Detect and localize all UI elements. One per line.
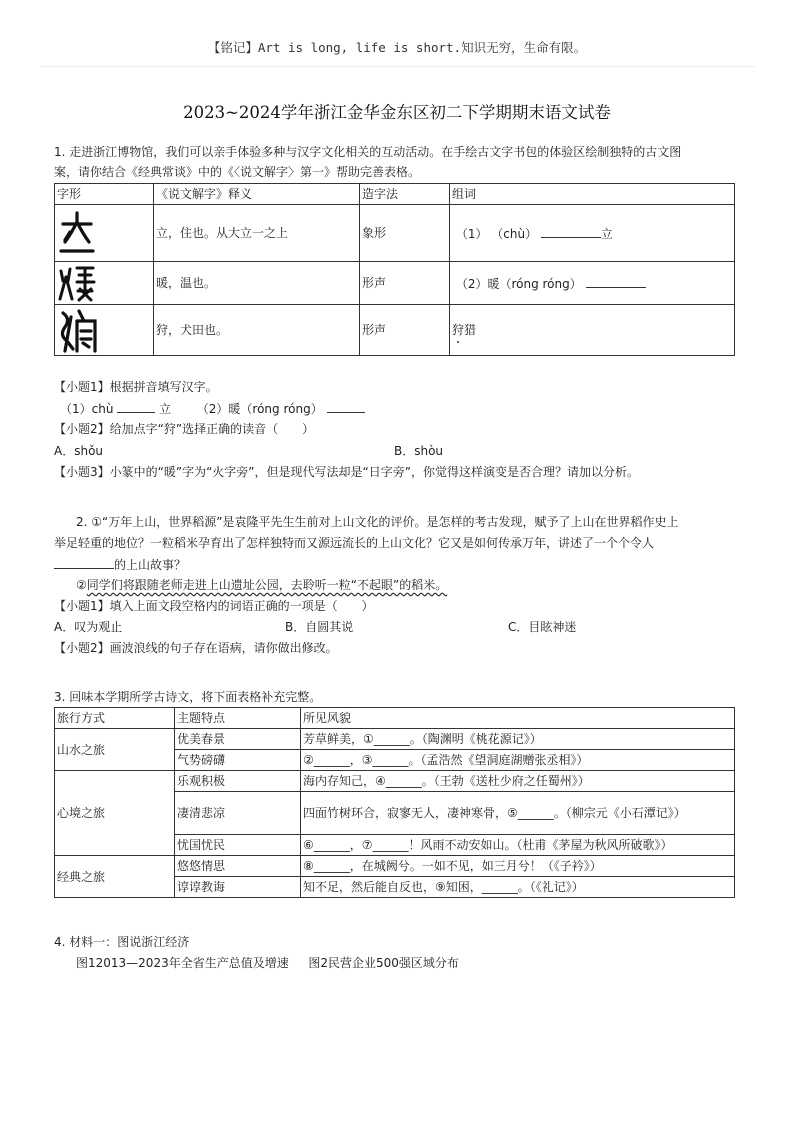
- q2-sub2: 【小题2】画波浪线的句子存在语病，请你做出修改。: [54, 641, 338, 655]
- q1-method: 形声: [360, 262, 450, 305]
- q1-table: [54, 183, 735, 356]
- q2-paragraph2: [76, 576, 447, 594]
- q1-sub1: 【小题1】根据拼音填写汉字。: [54, 380, 218, 394]
- q3-header-mode: 旅行方式: [55, 708, 175, 729]
- q3-group-name: 山水之旅: [55, 729, 175, 771]
- q3-theme: 悠悠情思: [175, 856, 301, 877]
- q3-theme: 凄清悲凉: [175, 792, 301, 835]
- q3-intro: 3. 回味本学期所学古诗文，将下面表格补充完整。: [54, 690, 322, 704]
- q1-header-meaning: 《说文解字》释义: [154, 184, 360, 205]
- q4-figure-captions: [76, 954, 459, 972]
- q1-words: [450, 205, 735, 262]
- q3-header-theme: 主题特点: [175, 708, 301, 729]
- q3-content: 芳草鲜美，①______。（陶渊明《桃花源记》）: [301, 729, 735, 750]
- q2-sub1: 【小题1】填入上面文段空格内的词语正确的一项是（ ）: [54, 599, 374, 613]
- q3-table-header-row: [55, 708, 735, 729]
- q2-line3-suffix: 的上山故事？: [114, 558, 187, 572]
- q1-table-row: [55, 262, 735, 305]
- seal-character-shou-icon: [57, 307, 151, 353]
- q1-meaning: 暖，温也。: [154, 262, 360, 305]
- q3-theme: 忧国忧民: [175, 835, 301, 856]
- q2-p2-prefix: ②: [76, 578, 87, 592]
- q1-sub1-b: （2）暖（róng róng）: [196, 402, 323, 416]
- seal-character-nuan-icon: [57, 263, 151, 303]
- q2-paragraph-line2: 举足轻重的地位？一粒稻米孕育出了怎样独特而又源远流长的上山文化？它又是如何传承万年，讲述了一个个令人: [54, 536, 655, 550]
- q1-header-words: 组词: [450, 184, 735, 205]
- q1-method: 象形: [360, 205, 450, 262]
- header-motto: 【铭记】Art is long, life is short.知识无穷，生命有限。: [207, 40, 587, 55]
- q1-word-prefix: 狩猎: [452, 323, 477, 337]
- q2-wavy-sentence: 同学们将跟随老师走进上山遗址公园，去聆听一粒“不起眼”的稻米。: [86, 578, 448, 592]
- q3-header-scene: 所见风貌: [301, 708, 735, 729]
- q2-option-a[interactable]: A．叹为观止: [54, 620, 123, 634]
- q1-word-suffix: 立: [600, 226, 613, 241]
- q1-glyph-cell: [55, 205, 154, 262]
- answer-blank[interactable]: [54, 555, 114, 569]
- q3-theme: 气势磅礴: [175, 750, 301, 771]
- header-divider: [40, 66, 754, 67]
- q3-content: ②______，③______。（孟浩然《望洞庭湖赠张丞相》）: [301, 750, 735, 771]
- q3-theme: 谆谆教诲: [175, 877, 301, 898]
- answer-blank[interactable]: [117, 399, 155, 413]
- q1-option-a[interactable]: A．shǒu: [54, 444, 104, 458]
- q3-content: 知不足，然后能自反也，⑨知困，______。（《礼记》）: [301, 877, 735, 898]
- q4-figure1-caption: 图12013—2023年全省生产总值及增速: [76, 956, 289, 970]
- q3-group-name: 心境之旅: [55, 771, 175, 856]
- q3-table-row: [55, 771, 735, 792]
- q1-intro-line1: 1. 走进浙江博物馆，我们可以亲手体验多种与汉字文化相关的互动活动。在手绘古文字书包的体验区绘制独特的古文图: [54, 145, 682, 159]
- answer-blank[interactable]: [586, 274, 646, 288]
- q1-sub1-items: [60, 399, 365, 418]
- q2-paragraph-line1: 2. ①“万年上山，世界稻源”是袁隆平先生生前对上山文化的评价。是怎样的考古发现，赋予了上山在世界稻作史上: [76, 515, 679, 529]
- q1-words: [450, 262, 735, 305]
- q3-theme: 乐观积极: [175, 771, 301, 792]
- q1-sub1-a-suffix: 立: [159, 402, 172, 416]
- q1-word-prefix: （1） （chù）: [455, 226, 538, 241]
- q1-method: 形声: [360, 305, 450, 356]
- q3-table-row: [55, 729, 735, 750]
- q3-content: ⑥______，⑦______！风雨不动安如山。（杜甫《茅屋为秋风所破歌》）: [301, 835, 735, 856]
- page-title: 2023~2024学年浙江金华金东区初二下学期期末语文试卷: [183, 103, 611, 122]
- q3-theme: 优美春景: [175, 729, 301, 750]
- answer-blank[interactable]: [327, 399, 365, 413]
- q1-words: [450, 305, 735, 356]
- q3-group-name: 经典之旅: [55, 856, 175, 898]
- q4-figure2-caption: 图2民营企业500强区域分布: [308, 956, 459, 970]
- q1-meaning: 立，住也。从大立一之上: [154, 205, 360, 262]
- q1-sub3: 【小题3】小篆中的“暖”字为“火字旁”，但是现代写法却是“日字旁”，你觉得这样演变是否合理？请加以分析。: [54, 465, 639, 479]
- q1-glyph-cell: [55, 262, 154, 305]
- answer-blank[interactable]: [541, 224, 601, 238]
- q1-meaning: 狩，犬田也。: [154, 305, 360, 356]
- q2-option-c[interactable]: C．目眩神迷: [508, 620, 577, 634]
- q2-paragraph-line3: [54, 555, 186, 574]
- emphasis-dot-char: 狩: [452, 323, 465, 337]
- q3-content: 海内存知己，④______。（王勃《送杜少府之任蜀州》）: [301, 771, 735, 792]
- q1-header-glyph: 字形: [55, 184, 154, 205]
- q4-intro: 4. 材料一：图说浙江经济: [54, 935, 190, 949]
- q1-glyph-cell: [55, 305, 154, 356]
- q1-table-row: [55, 305, 735, 356]
- q1-sub2: 【小题2】给加点字“狩”选择正确的读音（ ）: [54, 422, 315, 436]
- q1-intro-line2: 案，请你结合《经典常谈》中的《〈说文解字〉第一》帮助完善表格。: [54, 165, 421, 179]
- q1-word-prefix: （2）暖（róng róng）: [455, 276, 582, 291]
- q3-content: 四面竹树环合，寂寥无人，凄神寒骨，⑤______。（柳宗元《小石潭记》）: [301, 792, 735, 835]
- q3-table: [54, 707, 735, 898]
- q2-option-b[interactable]: B．自圆其说: [285, 620, 354, 634]
- q3-table-row: [55, 856, 735, 877]
- q1-option-b[interactable]: B．shòu: [394, 444, 444, 458]
- q1-table-row: [55, 205, 735, 262]
- q1-header-method: 造字法: [360, 184, 450, 205]
- seal-character-li-icon: [57, 210, 151, 256]
- q1-sub1-a: （1）chù: [60, 402, 114, 416]
- q3-content: ⑧______，在城阙兮。一如不见，如三月兮！（《子衿》）: [301, 856, 735, 877]
- q1-table-header-row: [55, 184, 735, 205]
